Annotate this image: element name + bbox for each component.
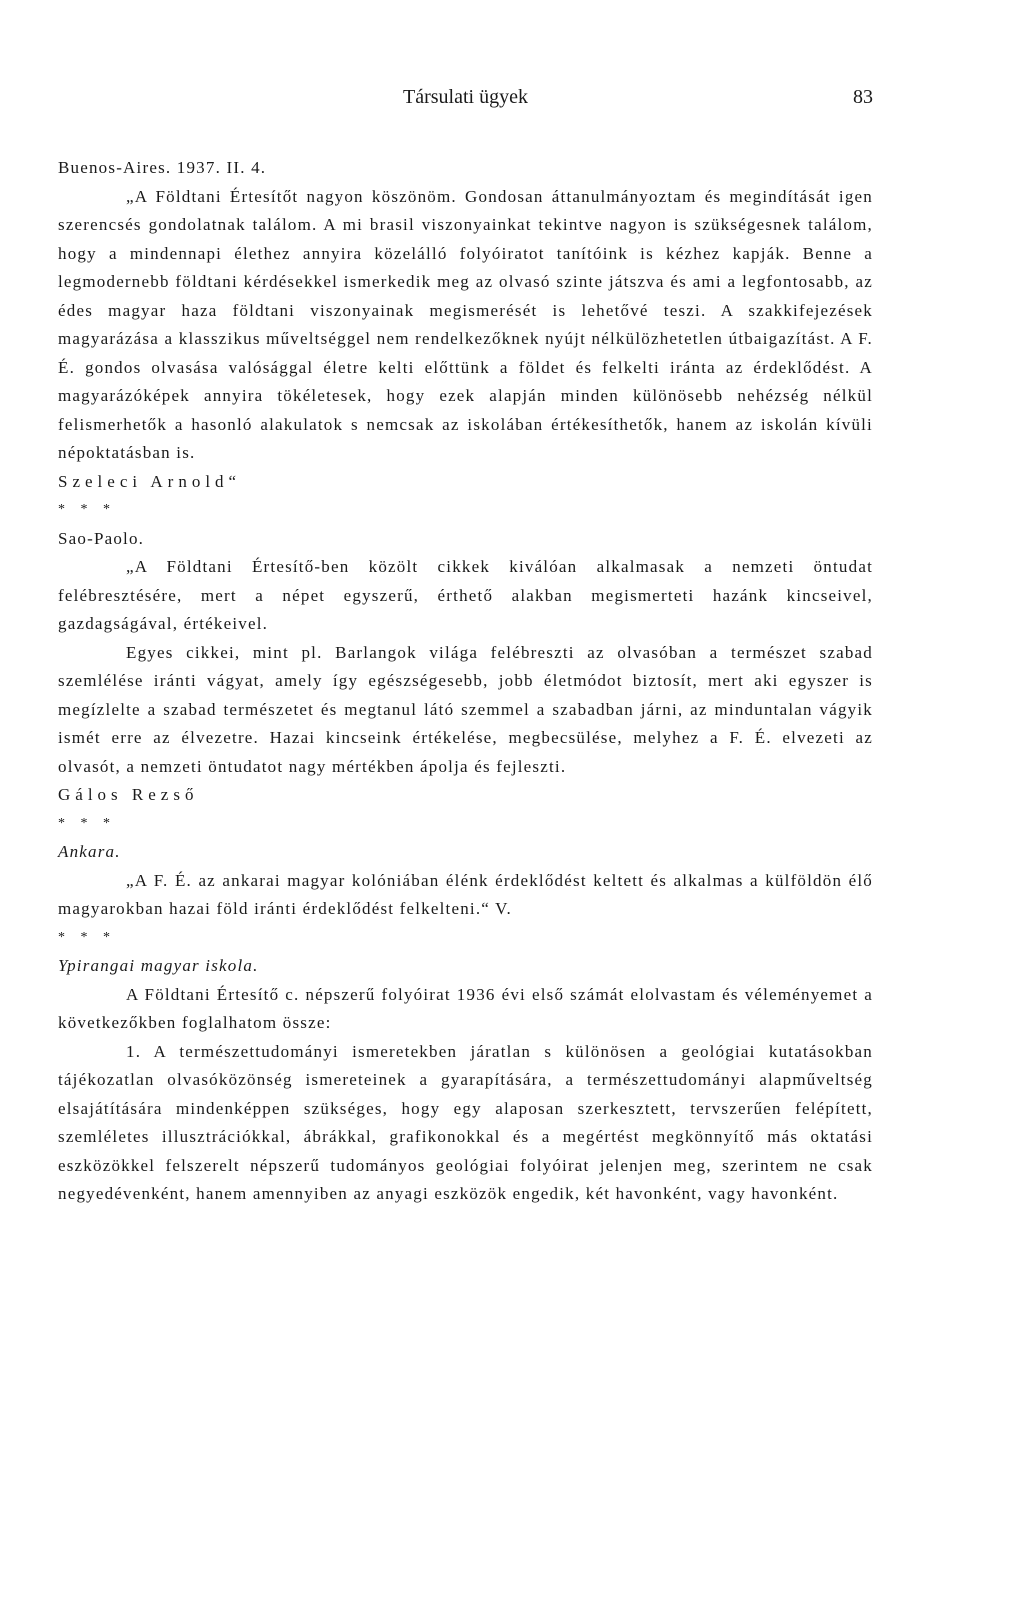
letter-place-ankara: Ankara. bbox=[58, 842, 121, 861]
letter-text-ypiranga-2: 1. A természettudományi ismeretekben járatlan s különösen a geológiai kutatásokban tájékozatlan olvasóközönség ismereteinek a gyarapítására, a természettudományi alapműveltség elsajátítására mindenképpen szükséges, hogy egy alaposan szerkesztett, tervszerűen felépített, szemléletes illusztrációkkal, ábrákkal, grafikonokkal és a megértést megkönnyítő más oktatási eszközökkel felszerelt népszerű tudományos geológiai folyóirat jelenjen meg, szerintem ne csak negyedévenként, hanem amennyiben az anyagi eszközök engedik, két havonként, vagy havonként. bbox=[58, 1041, 873, 1203]
letter-place-sao-paolo: Sao-Paolo. bbox=[58, 528, 145, 548]
letter-text-sao-paolo-2: Egyes cikkei, mint pl. Barlangok világa felébreszti az olvasóban a természet szabad szemlélése iránti vágyat, amely így egészségesebb, jobb életmódot biztosít, mert aki egyszer is megízlelte a szabad természetet és megtanul látó szemmel a szabadban járni, az minduntalan vágyik ismét erre az élvezetre. Hazai kincseink értékelése, megbecsülése, melyhez a F. É. elvezeti az olvasót, a nemzeti öntudatot nagy mértékben ápolja és fejleszti. bbox=[58, 642, 873, 776]
page-body bbox=[58, 154, 873, 1209]
header-title: Társulati ügyek bbox=[403, 86, 528, 108]
letter-text-buenos-aires: „A Földtani Értesítőt nagyon köszönöm. Gondosan áttanulmányoztam és megindítását igen szerencsés gondolatnak találom. A mi brasil viszonyainkat tekintve nagyon is szükségesnek találom, hogy a mindennapi élethez annyira közelálló folyóiratot tanítóink is kézhez kapják. Benne a legmodernebb földtani kérdésekkel ismerkedik meg az olvasó szinte játszva és ami a legfontosabb, az édes magyar haza földtani viszonyainak megismerését is lehetővé teszi. A szakkifejezések magyarázása a klasszikus műveltséggel nem rendelkezőknek nyújt nélkülözhetetlen útbaigazítást. A F. É. gondos olvasása valósággal életre kelti előttünk a földet és felkelti iránta az érdeklődést. A magyarázóképek annyira tökéletesek, hogy ezek alapján minden különösebb nehézség nélkül felismerhetők a hasonló alakulatok s nemcsak az iskolában értékesíthetők, hanem az iskolán kívüli népoktatásban is. bbox=[58, 186, 873, 462]
separator-3: * * * bbox=[58, 929, 116, 945]
separator-2: * * * bbox=[58, 815, 116, 831]
letter-text-ypiranga-1: A Földtani Értesítő c. népszerű folyóirat 1936 évi első számát elolvastam és véleményemet a következőkben foglalhatom össze: bbox=[58, 984, 873, 1032]
signature-galos: Gálos Rezső bbox=[58, 785, 199, 804]
letter-place-buenos-aires: Buenos-Aires. 1937. II. 4. bbox=[58, 158, 267, 177]
separator-1: * * * bbox=[58, 502, 116, 517]
running-header bbox=[58, 86, 873, 118]
signature-szeleci: Szeleci Arnold“ bbox=[58, 471, 242, 491]
letter-text-ankara: „A F. É. az ankarai magyar kolóniában élénk érdeklődést keltett és alkalmas a külföldön élő magyarokban hazai föld iránti érdeklődést felkelteni.“ V. bbox=[58, 870, 873, 918]
letter-place-ypiranga: Ypirangai magyar iskola. bbox=[58, 956, 259, 975]
page-number: 83 bbox=[853, 86, 873, 108]
letter-text-sao-paolo-1: „A Földtani Értesítő-ben közölt cikkek kiválóan alkalmasak a nemzeti öntudat felébresztésére, mert a népet egyszerű, érthető alakban megismerteti hazánk kincseivel, gazdagságával, értékeivel. bbox=[58, 557, 873, 633]
